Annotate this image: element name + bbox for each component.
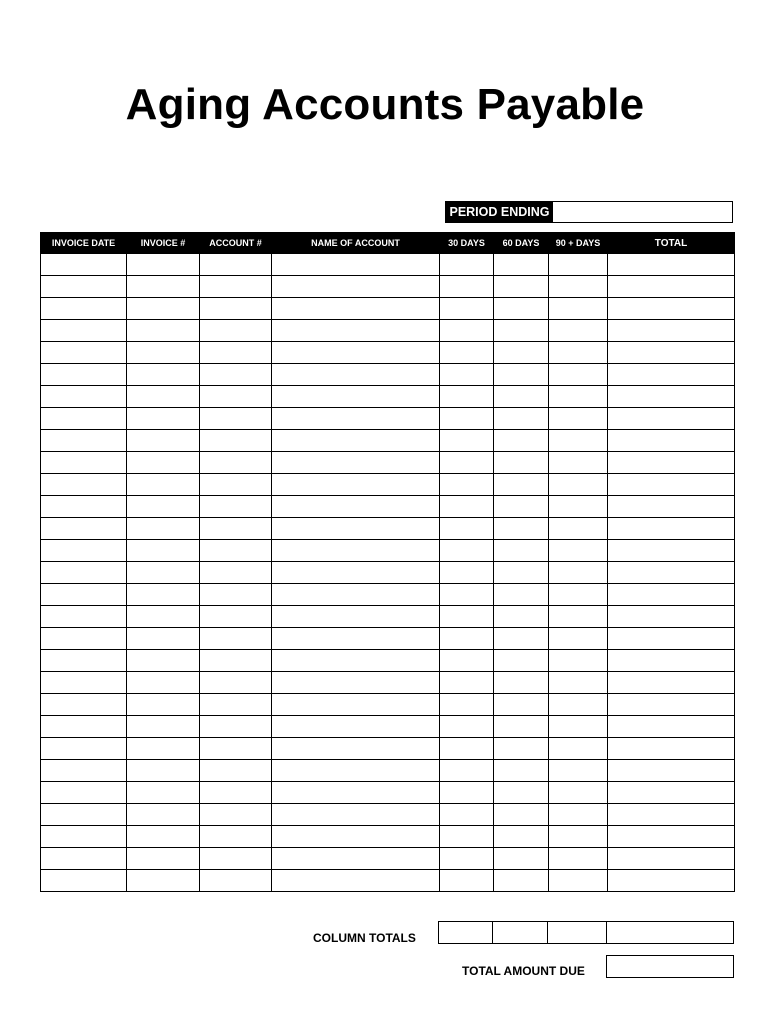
cell-60-days[interactable] <box>494 848 549 870</box>
cell-name-of-account[interactable] <box>272 496 440 518</box>
cell-30-days[interactable] <box>440 760 494 782</box>
cell-30-days[interactable] <box>440 650 494 672</box>
cell-invoice-number[interactable] <box>127 452 200 474</box>
cell-30-days[interactable] <box>440 606 494 628</box>
cell-invoice-date[interactable] <box>41 738 127 760</box>
cell-30-days[interactable] <box>440 320 494 342</box>
column-total-60-days[interactable] <box>492 921 548 944</box>
cell-invoice-date[interactable] <box>41 540 127 562</box>
cell-30-days[interactable] <box>440 804 494 826</box>
cell-account-number[interactable] <box>200 518 272 540</box>
cell-invoice-number[interactable] <box>127 408 200 430</box>
cell-invoice-number[interactable] <box>127 760 200 782</box>
total-amount-due-field[interactable] <box>606 955 734 978</box>
cell-invoice-number[interactable] <box>127 694 200 716</box>
cell-name-of-account[interactable] <box>272 342 440 364</box>
cell-30-days[interactable] <box>440 364 494 386</box>
table-row <box>41 848 735 870</box>
table-row <box>41 320 735 342</box>
period-ending-field <box>445 201 733 223</box>
cell-invoice-date[interactable] <box>41 386 127 408</box>
cell-90-plus-days[interactable] <box>549 826 608 848</box>
cell-account-number[interactable] <box>200 804 272 826</box>
cell-30-days[interactable] <box>440 430 494 452</box>
cell-90-plus-days[interactable] <box>549 584 608 606</box>
cell-total[interactable] <box>608 276 735 298</box>
table-row <box>41 386 735 408</box>
cell-account-number[interactable] <box>200 342 272 364</box>
cell-name-of-account[interactable] <box>272 540 440 562</box>
cell-60-days[interactable] <box>494 760 549 782</box>
cell-total[interactable] <box>608 452 735 474</box>
cell-90-plus-days[interactable] <box>549 276 608 298</box>
table-row <box>41 672 735 694</box>
cell-30-days[interactable] <box>440 738 494 760</box>
cell-account-number[interactable] <box>200 320 272 342</box>
cell-60-days[interactable] <box>494 276 549 298</box>
cell-30-days[interactable] <box>440 386 494 408</box>
table-row <box>41 826 735 848</box>
cell-90-plus-days[interactable] <box>549 364 608 386</box>
cell-name-of-account[interactable] <box>272 782 440 804</box>
cell-invoice-date[interactable] <box>41 254 127 276</box>
cell-total[interactable] <box>608 826 735 848</box>
cell-90-plus-days[interactable] <box>549 760 608 782</box>
column-header-invoice-date: INVOICE DATE <box>41 233 127 254</box>
cell-90-plus-days[interactable] <box>549 672 608 694</box>
cell-60-days[interactable] <box>494 540 549 562</box>
cell-invoice-number[interactable] <box>127 628 200 650</box>
cell-90-plus-days[interactable] <box>549 474 608 496</box>
cell-60-days[interactable] <box>494 628 549 650</box>
cell-60-days[interactable] <box>494 738 549 760</box>
cell-invoice-number[interactable] <box>127 540 200 562</box>
cell-account-number[interactable] <box>200 826 272 848</box>
cell-60-days[interactable] <box>494 716 549 738</box>
table-row <box>41 540 735 562</box>
column-header-total: TOTAL <box>608 233 735 254</box>
cell-name-of-account[interactable] <box>272 562 440 584</box>
table-row <box>41 650 735 672</box>
table-row <box>41 452 735 474</box>
cell-invoice-number[interactable] <box>127 496 200 518</box>
cell-30-days[interactable] <box>440 496 494 518</box>
cell-total[interactable] <box>608 760 735 782</box>
table-row <box>41 298 735 320</box>
cell-total[interactable] <box>608 782 735 804</box>
cell-invoice-number[interactable] <box>127 342 200 364</box>
cell-invoice-number[interactable] <box>127 782 200 804</box>
cell-name-of-account[interactable] <box>272 364 440 386</box>
cell-invoice-date[interactable] <box>41 320 127 342</box>
cell-account-number[interactable] <box>200 364 272 386</box>
cell-invoice-date[interactable] <box>41 408 127 430</box>
cell-account-number[interactable] <box>200 782 272 804</box>
cell-invoice-date[interactable] <box>41 496 127 518</box>
cell-name-of-account[interactable] <box>272 430 440 452</box>
cell-account-number[interactable] <box>200 848 272 870</box>
cell-name-of-account[interactable] <box>272 518 440 540</box>
cell-30-days[interactable] <box>440 694 494 716</box>
cell-90-plus-days[interactable] <box>549 298 608 320</box>
column-total-90-plus-days[interactable] <box>547 921 607 944</box>
cell-invoice-number[interactable] <box>127 716 200 738</box>
cell-90-plus-days[interactable] <box>549 496 608 518</box>
cell-30-days[interactable] <box>440 342 494 364</box>
cell-account-number[interactable] <box>200 254 272 276</box>
cell-invoice-number[interactable] <box>127 606 200 628</box>
cell-90-plus-days[interactable] <box>549 782 608 804</box>
column-totals-row <box>439 921 734 944</box>
cell-invoice-number[interactable] <box>127 848 200 870</box>
payables-table <box>40 232 735 892</box>
cell-invoice-date[interactable] <box>41 606 127 628</box>
cell-account-number[interactable] <box>200 474 272 496</box>
cell-total[interactable] <box>608 804 735 826</box>
cell-invoice-date[interactable] <box>41 804 127 826</box>
cell-name-of-account[interactable] <box>272 628 440 650</box>
cell-name-of-account[interactable] <box>272 870 440 892</box>
cell-account-number[interactable] <box>200 298 272 320</box>
cell-30-days[interactable] <box>440 276 494 298</box>
document-title: Aging Accounts Payable <box>125 80 645 129</box>
cell-invoice-date[interactable] <box>41 870 127 892</box>
cell-invoice-date[interactable] <box>41 452 127 474</box>
cell-name-of-account[interactable] <box>272 254 440 276</box>
table-row <box>41 738 735 760</box>
cell-60-days[interactable] <box>494 474 549 496</box>
cell-total[interactable] <box>608 672 735 694</box>
table-row <box>41 606 735 628</box>
cell-60-days[interactable] <box>494 782 549 804</box>
cell-90-plus-days[interactable] <box>549 738 608 760</box>
cell-60-days[interactable] <box>494 364 549 386</box>
cell-60-days[interactable] <box>494 254 549 276</box>
cell-invoice-number[interactable] <box>127 870 200 892</box>
cell-account-number[interactable] <box>200 628 272 650</box>
table-row <box>41 474 735 496</box>
cell-30-days[interactable] <box>440 254 494 276</box>
cell-invoice-date[interactable] <box>41 430 127 452</box>
cell-60-days[interactable] <box>494 342 549 364</box>
cell-90-plus-days[interactable] <box>549 452 608 474</box>
cell-invoice-date[interactable] <box>41 782 127 804</box>
cell-invoice-date[interactable] <box>41 628 127 650</box>
column-header-name-of-account: NAME OF ACCOUNT <box>272 233 440 254</box>
cell-90-plus-days[interactable] <box>549 408 608 430</box>
table-row <box>41 716 735 738</box>
table-row <box>41 342 735 364</box>
cell-name-of-account[interactable] <box>272 320 440 342</box>
cell-30-days[interactable] <box>440 870 494 892</box>
cell-account-number[interactable] <box>200 562 272 584</box>
cell-total[interactable] <box>608 386 735 408</box>
cell-account-number[interactable] <box>200 496 272 518</box>
cell-account-number[interactable] <box>200 540 272 562</box>
cell-total[interactable] <box>608 848 735 870</box>
column-header-30-days: 30 DAYS <box>440 233 494 254</box>
cell-30-days[interactable] <box>440 540 494 562</box>
cell-total[interactable] <box>608 584 735 606</box>
cell-30-days[interactable] <box>440 716 494 738</box>
cell-account-number[interactable] <box>200 760 272 782</box>
cell-name-of-account[interactable] <box>272 584 440 606</box>
cell-total[interactable] <box>608 562 735 584</box>
cell-name-of-account[interactable] <box>272 650 440 672</box>
cell-invoice-date[interactable] <box>41 364 127 386</box>
cell-60-days[interactable] <box>494 826 549 848</box>
cell-90-plus-days[interactable] <box>549 320 608 342</box>
cell-90-plus-days[interactable] <box>549 562 608 584</box>
cell-total[interactable] <box>608 738 735 760</box>
table-body <box>41 254 735 892</box>
column-header-invoice-number: INVOICE # <box>127 233 200 254</box>
cell-90-plus-days[interactable] <box>549 430 608 452</box>
cell-90-plus-days[interactable] <box>549 386 608 408</box>
cell-invoice-number[interactable] <box>127 826 200 848</box>
cell-account-number[interactable] <box>200 672 272 694</box>
cell-invoice-date[interactable] <box>41 562 127 584</box>
cell-60-days[interactable] <box>494 562 549 584</box>
cell-60-days[interactable] <box>494 694 549 716</box>
column-totals-label: COLUMN TOTALS <box>313 931 416 945</box>
cell-60-days[interactable] <box>494 298 549 320</box>
table-row <box>41 562 735 584</box>
cell-invoice-number[interactable] <box>127 518 200 540</box>
cell-name-of-account[interactable] <box>272 606 440 628</box>
cell-name-of-account[interactable] <box>272 452 440 474</box>
cell-invoice-date[interactable] <box>41 584 127 606</box>
cell-account-number[interactable] <box>200 386 272 408</box>
cell-account-number[interactable] <box>200 606 272 628</box>
cell-total[interactable] <box>608 650 735 672</box>
cell-invoice-number[interactable] <box>127 386 200 408</box>
cell-total[interactable] <box>608 606 735 628</box>
cell-invoice-number[interactable] <box>127 320 200 342</box>
cell-name-of-account[interactable] <box>272 408 440 430</box>
column-header-account-number: ACCOUNT # <box>200 233 272 254</box>
cell-account-number[interactable] <box>200 408 272 430</box>
cell-30-days[interactable] <box>440 782 494 804</box>
table-row <box>41 364 735 386</box>
cell-account-number[interactable] <box>200 716 272 738</box>
cell-invoice-date[interactable] <box>41 342 127 364</box>
cell-invoice-number[interactable] <box>127 562 200 584</box>
cell-30-days[interactable] <box>440 672 494 694</box>
cell-90-plus-days[interactable] <box>549 848 608 870</box>
cell-name-of-account[interactable] <box>272 298 440 320</box>
cell-90-plus-days[interactable] <box>549 606 608 628</box>
total-amount-due-label: TOTAL AMOUNT DUE <box>462 964 585 978</box>
cell-invoice-date[interactable] <box>41 848 127 870</box>
cell-invoice-number[interactable] <box>127 276 200 298</box>
cell-90-plus-days[interactable] <box>549 342 608 364</box>
cell-60-days[interactable] <box>494 672 549 694</box>
period-ending-input[interactable] <box>553 202 732 222</box>
table-row <box>41 496 735 518</box>
cell-total[interactable] <box>608 408 735 430</box>
cell-account-number[interactable] <box>200 430 272 452</box>
cell-60-days[interactable] <box>494 408 549 430</box>
table-row <box>41 430 735 452</box>
column-header-60-days: 60 DAYS <box>494 233 549 254</box>
cell-60-days[interactable] <box>494 650 549 672</box>
cell-invoice-date[interactable] <box>41 518 127 540</box>
table-row <box>41 276 735 298</box>
cell-total[interactable] <box>608 716 735 738</box>
cell-total[interactable] <box>608 870 735 892</box>
table-row <box>41 584 735 606</box>
cell-90-plus-days[interactable] <box>549 540 608 562</box>
table-row <box>41 254 735 276</box>
cell-account-number[interactable] <box>200 738 272 760</box>
cell-30-days[interactable] <box>440 298 494 320</box>
cell-30-days[interactable] <box>440 628 494 650</box>
cell-90-plus-days[interactable] <box>549 518 608 540</box>
cell-total[interactable] <box>608 298 735 320</box>
cell-30-days[interactable] <box>440 848 494 870</box>
cell-30-days[interactable] <box>440 474 494 496</box>
period-ending-label: PERIOD ENDING <box>446 202 553 222</box>
cell-90-plus-days[interactable] <box>549 254 608 276</box>
cell-90-plus-days[interactable] <box>549 870 608 892</box>
cell-30-days[interactable] <box>440 518 494 540</box>
cell-account-number[interactable] <box>200 650 272 672</box>
cell-invoice-number[interactable] <box>127 254 200 276</box>
cell-invoice-number[interactable] <box>127 364 200 386</box>
cell-name-of-account[interactable] <box>272 672 440 694</box>
cell-total[interactable] <box>608 254 735 276</box>
cell-total[interactable] <box>608 628 735 650</box>
table-row <box>41 628 735 650</box>
cell-30-days[interactable] <box>440 452 494 474</box>
cell-name-of-account[interactable] <box>272 804 440 826</box>
table-row <box>41 694 735 716</box>
table-header-row <box>41 233 735 254</box>
cell-invoice-date[interactable] <box>41 298 127 320</box>
cell-90-plus-days[interactable] <box>549 628 608 650</box>
cell-account-number[interactable] <box>200 584 272 606</box>
cell-name-of-account[interactable] <box>272 276 440 298</box>
cell-total[interactable] <box>608 320 735 342</box>
cell-name-of-account[interactable] <box>272 826 440 848</box>
table-row <box>41 408 735 430</box>
table-row <box>41 782 735 804</box>
cell-30-days[interactable] <box>440 826 494 848</box>
cell-60-days[interactable] <box>494 496 549 518</box>
cell-name-of-account[interactable] <box>272 760 440 782</box>
table-row <box>41 804 735 826</box>
cell-invoice-number[interactable] <box>127 804 200 826</box>
cell-name-of-account[interactable] <box>272 386 440 408</box>
cell-invoice-date[interactable] <box>41 760 127 782</box>
cell-60-days[interactable] <box>494 452 549 474</box>
cell-invoice-date[interactable] <box>41 694 127 716</box>
cell-total[interactable] <box>608 474 735 496</box>
cell-invoice-date[interactable] <box>41 650 127 672</box>
cell-invoice-number[interactable] <box>127 474 200 496</box>
cell-60-days[interactable] <box>494 584 549 606</box>
cell-invoice-number[interactable] <box>127 298 200 320</box>
cell-60-days[interactable] <box>494 804 549 826</box>
cell-account-number[interactable] <box>200 870 272 892</box>
cell-invoice-date[interactable] <box>41 474 127 496</box>
cell-invoice-number[interactable] <box>127 584 200 606</box>
cell-invoice-date[interactable] <box>41 716 127 738</box>
cell-60-days[interactable] <box>494 518 549 540</box>
cell-invoice-number[interactable] <box>127 430 200 452</box>
cell-invoice-date[interactable] <box>41 672 127 694</box>
cell-invoice-number[interactable] <box>127 650 200 672</box>
cell-90-plus-days[interactable] <box>549 694 608 716</box>
cell-name-of-account[interactable] <box>272 738 440 760</box>
cell-total[interactable] <box>608 342 735 364</box>
column-header-90-plus-days: 90 + DAYS <box>549 233 608 254</box>
cell-90-plus-days[interactable] <box>549 716 608 738</box>
column-total-total[interactable] <box>606 921 734 944</box>
cell-invoice-date[interactable] <box>41 826 127 848</box>
cell-name-of-account[interactable] <box>272 474 440 496</box>
cell-invoice-date[interactable] <box>41 276 127 298</box>
cell-invoice-number[interactable] <box>127 672 200 694</box>
cell-total[interactable] <box>608 518 735 540</box>
cell-total[interactable] <box>608 430 735 452</box>
cell-account-number[interactable] <box>200 694 272 716</box>
cell-60-days[interactable] <box>494 606 549 628</box>
cell-invoice-number[interactable] <box>127 738 200 760</box>
table-row <box>41 518 735 540</box>
cell-total[interactable] <box>608 364 735 386</box>
cell-30-days[interactable] <box>440 562 494 584</box>
cell-total[interactable] <box>608 540 735 562</box>
cell-90-plus-days[interactable] <box>549 650 608 672</box>
cell-90-plus-days[interactable] <box>549 804 608 826</box>
cell-total[interactable] <box>608 694 735 716</box>
cell-30-days[interactable] <box>440 408 494 430</box>
column-total-30-days[interactable] <box>438 921 493 944</box>
table-row <box>41 870 735 892</box>
cell-60-days[interactable] <box>494 430 549 452</box>
cell-30-days[interactable] <box>440 584 494 606</box>
cell-name-of-account[interactable] <box>272 694 440 716</box>
cell-name-of-account[interactable] <box>272 716 440 738</box>
cell-account-number[interactable] <box>200 276 272 298</box>
cell-name-of-account[interactable] <box>272 848 440 870</box>
table-row <box>41 760 735 782</box>
cell-60-days[interactable] <box>494 320 549 342</box>
cell-total[interactable] <box>608 496 735 518</box>
cell-60-days[interactable] <box>494 870 549 892</box>
cell-60-days[interactable] <box>494 386 549 408</box>
cell-account-number[interactable] <box>200 452 272 474</box>
